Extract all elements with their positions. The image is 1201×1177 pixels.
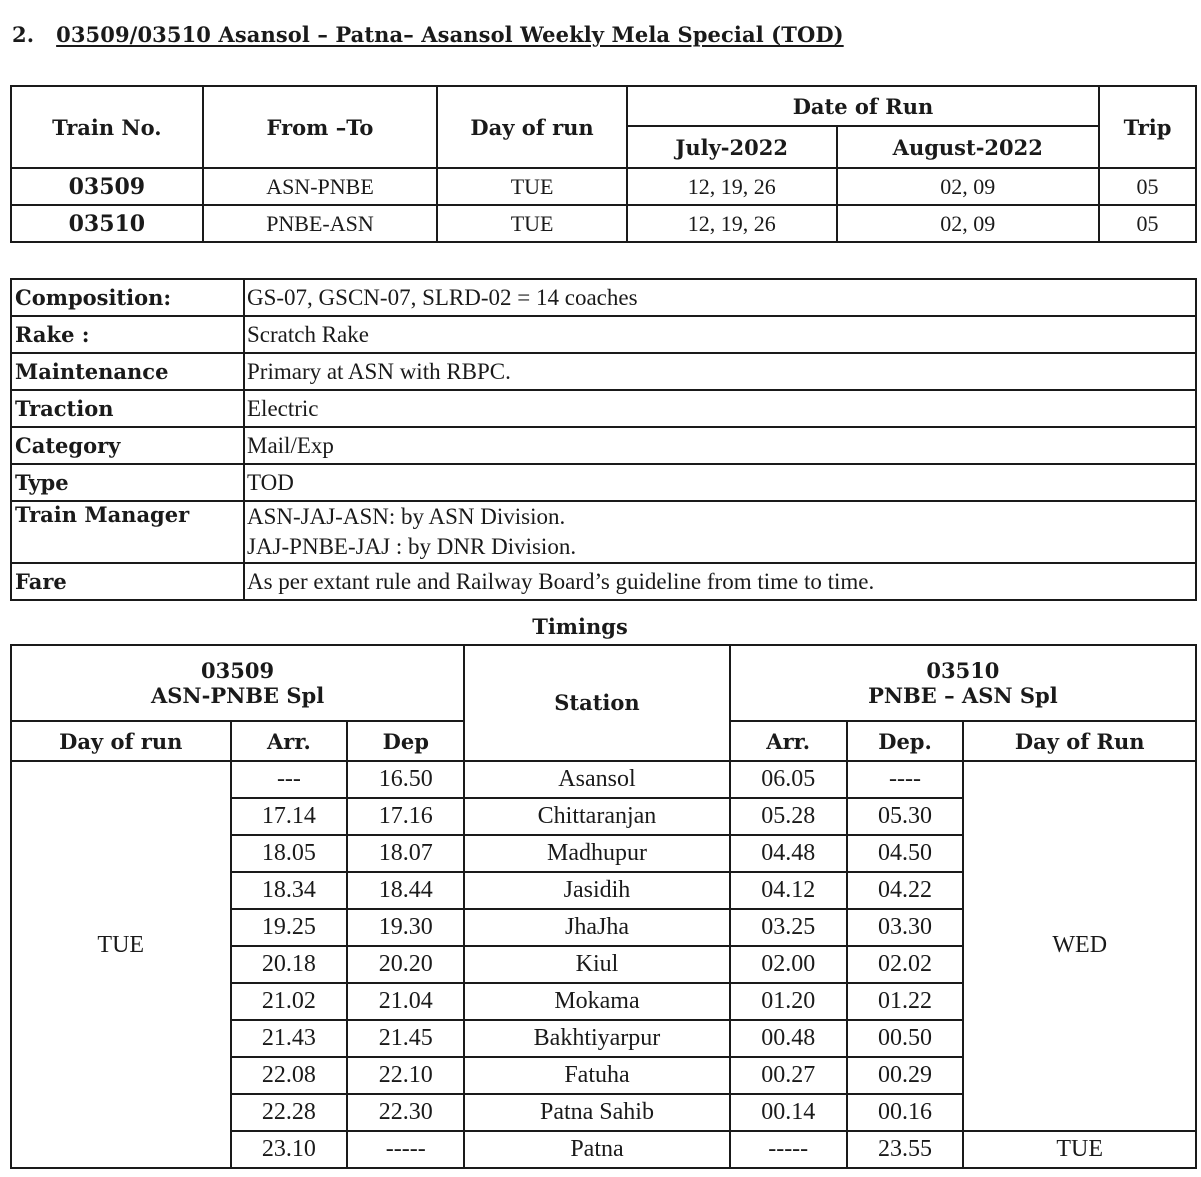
july-dates-cell: 12, 19, 26 [627,205,837,242]
detail-label: Traction [11,390,244,427]
from-to-cell: PNBE-ASN [203,205,438,242]
down-dep-cell: 04.50 [847,835,964,872]
down-arr-cell: 02.00 [730,946,847,983]
down-train-header [730,645,1196,721]
header-month-august: August-2022 [837,126,1100,168]
up-dep-cell: 16.50 [347,761,464,798]
station-cell: Mokama [464,983,730,1020]
down-dep-header: Dep. [847,721,964,761]
up-arr-cell: 22.08 [231,1057,348,1094]
up-train-header [11,645,464,721]
station-cell: Fatuha [464,1057,730,1094]
up-day-of-run-cell: TUE [11,761,231,1168]
up-dep-cell: 18.44 [347,872,464,909]
down-dep-cell: 00.29 [847,1057,964,1094]
section-heading [12,22,844,47]
station-cell: Bakhtiyarpur [464,1020,730,1057]
up-day-of-run-header: Day of run [11,721,231,761]
train-no-cell: 03510 [11,205,203,242]
down-arr-cell: 01.20 [730,983,847,1020]
header-day-of-run: Day of run [437,86,627,168]
header-train-no: Train No. [11,86,203,168]
trip-cell: 05 [1099,205,1196,242]
detail-label: Fare [11,563,244,600]
section-title: 03509/03510 Asansol – Patna– Asansol Weekly Mela Special (TOD) [56,22,844,47]
up-arr-cell: 17.14 [231,798,348,835]
up-dep-cell: 22.10 [347,1057,464,1094]
train-no-cell: 03509 [11,168,203,205]
down-dep-cell: ---- [847,761,964,798]
detail-label: Composition: [11,279,244,316]
table-row [11,205,1196,242]
header-date-of-run: Date of Run [627,86,1099,126]
detail-label: Rake : [11,316,244,353]
detail-value-line: Primary at ASN with RBPC. [247,358,511,384]
down-arr-cell: 00.48 [730,1020,847,1057]
down-dep-cell: 03.30 [847,909,964,946]
table-row [11,316,1196,353]
august-dates-cell: 02, 09 [837,205,1100,242]
down-dep-cell: 00.16 [847,1094,964,1131]
detail-value [244,464,1196,501]
section-number: 2. [12,22,35,47]
table-row [11,563,1196,600]
detail-value-line: TOD [247,469,294,495]
up-arr-cell: 21.43 [231,1020,348,1057]
table-row [11,279,1196,316]
table-row [11,464,1196,501]
down-dep-cell: 04.22 [847,872,964,909]
detail-value-line: ASN-JAJ-ASN: by ASN Division. [247,504,566,529]
up-arr-cell: 18.05 [231,835,348,872]
header-month-july: July-2022 [627,126,837,168]
up-arr-header: Arr. [231,721,348,761]
detail-value [244,501,1196,563]
up-dep-cell: 22.30 [347,1094,464,1131]
from-to-cell: ASN-PNBE [203,168,438,205]
station-header: Station [464,645,730,761]
detail-value-line: JAJ-PNBE-JAJ : by DNR Division. [247,534,577,559]
up-arr-cell: 23.10 [231,1131,348,1168]
day-cell: TUE [437,168,627,205]
down-dep-cell: 02.02 [847,946,964,983]
table-row [11,761,1196,798]
down-day-of-run-last-cell: TUE [963,1131,1196,1168]
up-arr-cell: 18.34 [231,872,348,909]
down-dep-cell: 05.30 [847,798,964,835]
station-cell: Patna [464,1131,730,1168]
detail-value [244,353,1196,390]
down-train-number: 03510 [926,658,1000,683]
up-dep-cell: 18.07 [347,835,464,872]
station-cell: Jasidih [464,872,730,909]
up-arr-cell: --- [231,761,348,798]
detail-value [244,316,1196,353]
up-arr-cell: 22.28 [231,1094,348,1131]
down-arr-cell: 05.28 [730,798,847,835]
detail-label: Maintenance [11,353,244,390]
down-arr-cell: 03.25 [730,909,847,946]
down-dep-cell: 01.22 [847,983,964,1020]
down-day-of-run-cell: WED [963,761,1196,1131]
up-dep-cell: 21.45 [347,1020,464,1057]
station-cell: Asansol [464,761,730,798]
detail-value-line: Mail/Exp [247,432,334,458]
station-cell: Chittaranjan [464,798,730,835]
up-train-name: ASN-PNBE Spl [150,683,325,708]
down-day-of-run-header: Day of Run [963,721,1196,761]
down-train-name: PNBE – ASN Spl [868,683,1058,708]
down-arr-cell: 04.48 [730,835,847,872]
down-dep-cell: 23.55 [847,1131,964,1168]
table-row [11,390,1196,427]
table-row [11,427,1196,464]
timings-caption: Timings [532,614,628,639]
august-dates-cell: 02, 09 [837,168,1100,205]
up-dep-header: Dep [347,721,464,761]
detail-value-line: GS-07, GSCN-07, SLRD-02 = 14 coaches [247,284,638,310]
day-cell: TUE [437,205,627,242]
july-dates-cell: 12, 19, 26 [627,168,837,205]
detail-label: Type [11,464,244,501]
down-arr-cell: 06.05 [730,761,847,798]
up-dep-cell: 20.20 [347,946,464,983]
detail-value [244,390,1196,427]
detail-value-line: Scratch Rake [247,321,369,347]
up-dep-cell: 17.16 [347,798,464,835]
up-arr-cell: 19.25 [231,909,348,946]
header-trip: Trip [1099,86,1196,168]
station-cell: Kiul [464,946,730,983]
down-arr-cell: 04.12 [730,872,847,909]
station-cell: JhaJha [464,909,730,946]
detail-label: Train Manager [11,501,244,563]
down-arr-header: Arr. [730,721,847,761]
detail-value [244,563,1196,600]
station-cell: Madhupur [464,835,730,872]
table-row [11,353,1196,390]
header-from-to: From –To [203,86,438,168]
down-dep-cell: 00.50 [847,1020,964,1057]
train-details-table [10,278,1197,601]
detail-label: Category [11,427,244,464]
detail-value [244,427,1196,464]
down-arr-cell: 00.27 [730,1057,847,1094]
detail-value [244,279,1196,316]
timings-table [10,644,1197,1169]
up-dep-cell: 21.04 [347,983,464,1020]
station-cell: Patna Sahib [464,1094,730,1131]
up-arr-cell: 20.18 [231,946,348,983]
trip-cell: 05 [1099,168,1196,205]
down-arr-cell: ----- [730,1131,847,1168]
train-summary-table [10,85,1197,243]
table-row [11,168,1196,205]
up-dep-cell: ----- [347,1131,464,1168]
up-arr-cell: 21.02 [231,983,348,1020]
down-arr-cell: 00.14 [730,1094,847,1131]
table-row [11,501,1196,563]
up-dep-cell: 19.30 [347,909,464,946]
detail-value-line: As per extant rule and Railway Board’s guideline from time to time. [247,568,875,594]
detail-value-line: Electric [247,395,319,421]
up-train-number: 03509 [201,658,275,683]
